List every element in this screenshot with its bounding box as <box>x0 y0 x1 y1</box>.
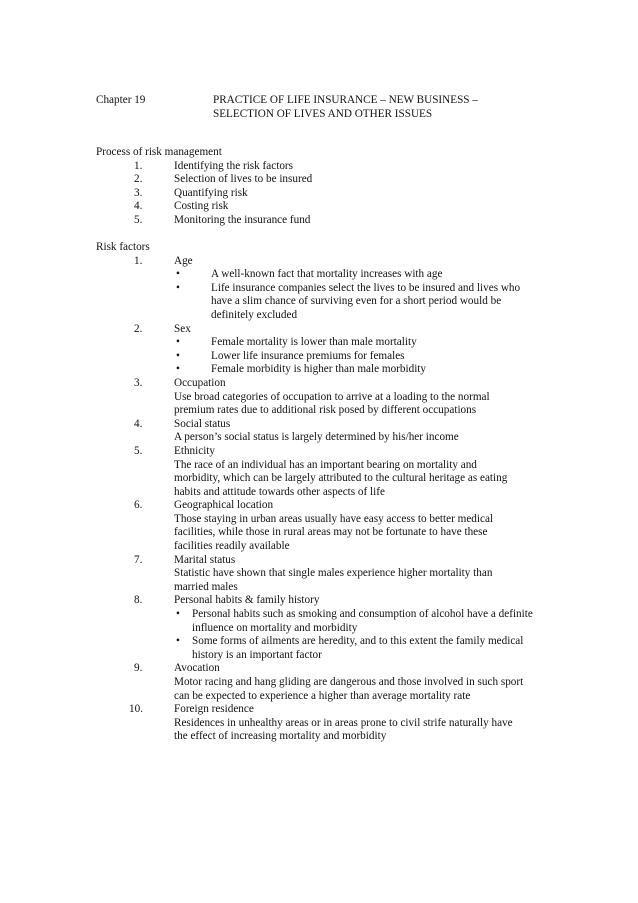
item-number: 3. <box>134 186 143 199</box>
item-number: 1. <box>134 159 143 172</box>
bullet-icon: • <box>176 281 180 294</box>
bullet-item <box>174 268 616 282</box>
item-text: Costing risk <box>174 200 229 213</box>
item-description: Motor racing and hang gliding are dangerous and those involved in such sport can be expected to experience a higher than average mortality rate <box>174 676 524 702</box>
bullet-list <box>174 268 616 322</box>
item-description: The race of an individual has an important bearing on mortality and morbidity, which can be largely attributed to the cultural heritage as eating habits and attitude towards other aspects of life <box>174 458 508 498</box>
item-text: Quantifying risk <box>174 186 248 199</box>
item-number: 7. <box>134 553 143 566</box>
item-title: Age <box>174 254 193 267</box>
item-title: Personal habits & family history <box>174 594 320 607</box>
item-number: 2. <box>134 173 143 186</box>
item-description: Those staying in urban areas usually have easy access to better medical facilities, while those in rural areas may not be fortunate to have these facilities readily available <box>174 512 494 553</box>
item-description: Statistic have shown that single males experience higher mortality than married males <box>174 567 493 593</box>
item-number: 6. <box>134 499 143 512</box>
bullet-icon: • <box>176 635 180 648</box>
item-number: 3. <box>134 376 143 389</box>
list-item <box>96 214 616 228</box>
item-number: 9. <box>134 662 143 675</box>
bullet-icon: • <box>176 608 180 621</box>
list-item <box>96 173 616 187</box>
list-item <box>96 323 616 377</box>
item-number: 4. <box>134 200 143 213</box>
list-item <box>96 377 616 418</box>
bullet-icon: • <box>176 363 180 376</box>
item-description: A person’s social status is largely determined by his/her income <box>174 431 459 444</box>
item-title: Sex <box>174 322 191 335</box>
bullet-item <box>174 282 616 323</box>
item-text: Monitoring the insurance fund <box>174 213 311 226</box>
list-item <box>96 594 616 662</box>
bullet-item <box>174 608 616 635</box>
item-title: Marital status <box>174 553 236 566</box>
bullet-text: Female morbidity is higher than male morbidity <box>211 363 427 376</box>
bullet-item <box>174 336 616 350</box>
list-item <box>96 200 616 214</box>
bullet-item <box>174 363 616 377</box>
bullet-text: Life insurance companies select the lives to be insured and lives who have a slim chance of surviving even for a short period would be definitely excluded <box>211 281 521 321</box>
list-item <box>96 187 616 201</box>
list-item <box>96 662 616 703</box>
chapter-title-line1: PRACTICE OF LIFE INSURANCE – NEW BUSINESS – <box>213 94 478 106</box>
item-number: 5. <box>134 444 143 457</box>
process-list <box>96 160 616 228</box>
section-heading: Process of risk management <box>96 146 222 158</box>
bullet-item <box>174 635 616 662</box>
risk-factors-section <box>96 241 616 744</box>
process-section <box>96 146 616 228</box>
item-description: Use broad categories of occupation to arrive at a loading to the normal premium rates due to additional risk posed by different occupations <box>174 390 490 417</box>
bullet-text: Lower life insurance premiums for females <box>211 349 405 362</box>
item-number: 8. <box>134 594 143 607</box>
list-item <box>96 255 616 323</box>
bullet-icon: • <box>176 336 180 349</box>
item-title: Foreign residence <box>174 703 254 716</box>
bullet-item <box>174 350 616 364</box>
item-title: Occupation <box>174 376 226 389</box>
bullet-icon: • <box>176 268 180 281</box>
list-item <box>96 418 616 445</box>
bullet-list <box>174 608 616 662</box>
item-title: Geographical location <box>174 499 274 512</box>
item-text: Identifying the risk factors <box>174 159 293 172</box>
list-item <box>96 445 616 499</box>
item-number: 4. <box>134 417 143 430</box>
list-item <box>96 160 616 174</box>
item-title: Social status <box>174 417 231 430</box>
chapter-title <box>213 94 533 121</box>
item-number: 2. <box>134 322 143 335</box>
item-title: Avocation <box>174 662 220 675</box>
bullet-text: Personal habits such as smoking and consumption of alcohol have a definite influence on mortality and morbidity <box>192 608 533 634</box>
chapter-label: Chapter 19 <box>96 94 146 106</box>
item-description: Residences in unhealthy areas or in areas prone to civil strife naturally have the effect of increasing mortality and morbidity <box>174 716 513 743</box>
item-number: 10. <box>129 703 143 716</box>
bullet-text: A well-known fact that mortality increases with age <box>211 268 443 281</box>
bullet-text: Female mortality is lower than male mortality <box>211 336 417 349</box>
list-item <box>96 499 616 553</box>
list-item <box>96 554 616 595</box>
bullet-icon: • <box>176 349 180 362</box>
risk-factors-list <box>96 255 616 744</box>
list-item <box>96 703 616 744</box>
bullet-text: Some forms of ailments are heredity, and to this extent the family medical history is an important factor <box>192 635 524 661</box>
item-title: Ethnicity <box>174 444 216 457</box>
item-number: 5. <box>134 213 143 226</box>
section-heading: Risk factors <box>96 241 150 253</box>
bullet-list <box>174 336 616 377</box>
chapter-title-line2: SELECTION OF LIVES AND OTHER ISSUES <box>213 107 433 120</box>
item-number: 1. <box>134 254 143 267</box>
item-text: Selection of lives to be insured <box>174 173 313 186</box>
